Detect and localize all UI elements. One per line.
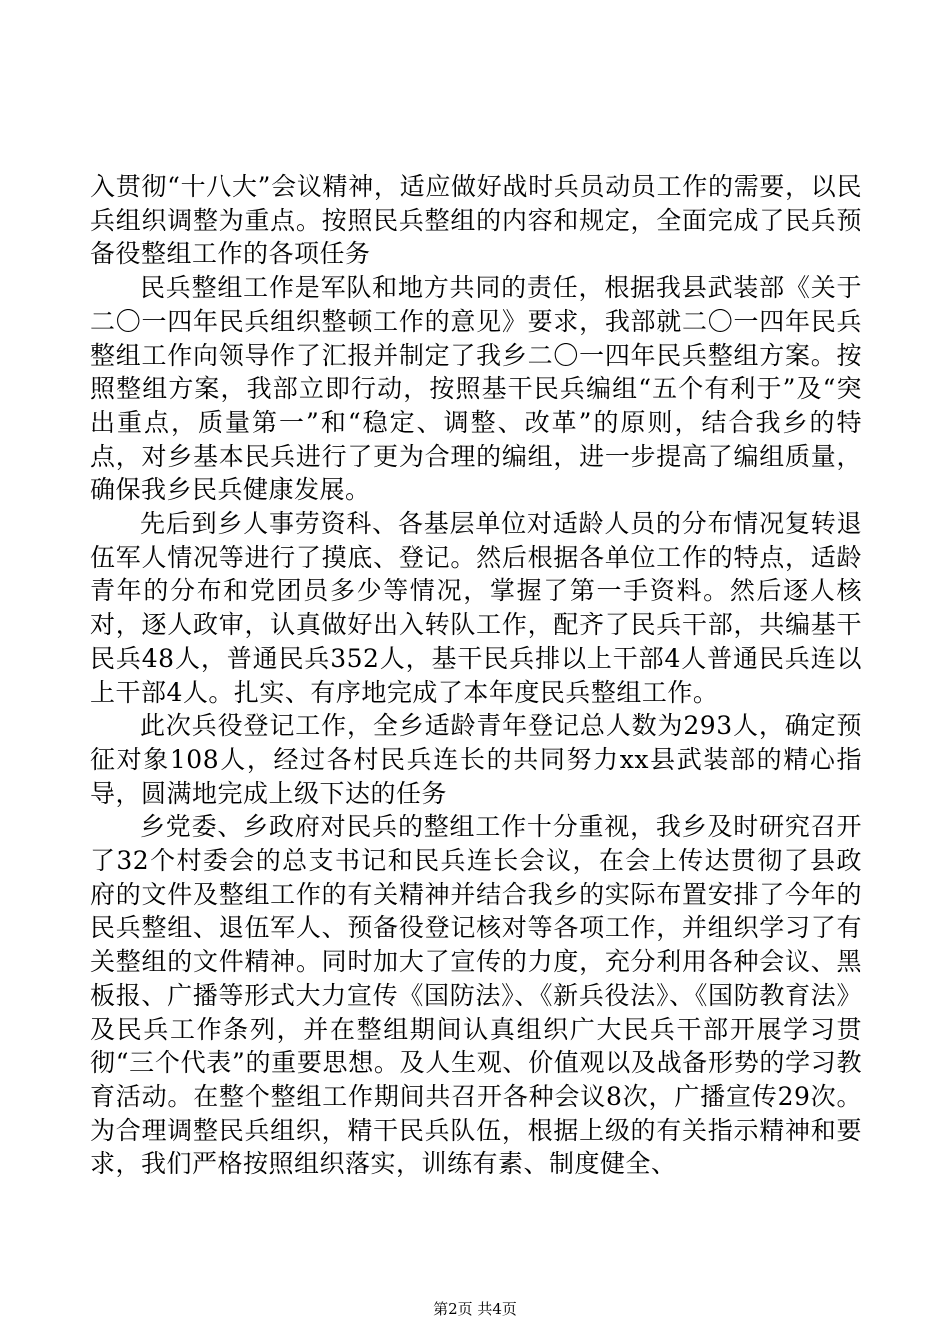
page-number-footer: 第2页 共4页 [433, 1300, 517, 1318]
paragraph-4: 此次兵役登记工作，全乡适龄青年登记总人数为293人，确定预征对象108人，经过各村民兵连长的共同努力xx县武装部的精心指导，圆满地完成上级下达的任务 [90, 711, 862, 808]
paragraph-2: 民兵整组工作是军队和地方共同的责任，根据我县武装部《关于二〇一四年民兵组织整顿工作的意见》要求，我部就二〇一四年民兵整组工作向领导作了汇报并制定了我乡二〇一四年民兵整组方案。按照整组方案，我部立即行动，按照基干民兵编组“五个有利于”及“突出重点，质量第一”和“稳定、调整、改革”的原则，结合我乡的特点，对乡基本民兵进行了更为合理的编组，进一步提高了编组质量，确保我乡民兵健康发展。 [90, 273, 862, 505]
document-body [90, 170, 862, 1181]
paragraph-5: 乡党委、乡政府对民兵的整组工作十分重视，我乡及时研究召开了32个村委会的总支书记和民兵连长会议，在会上传达贯彻了县政府的文件及整组工作的有关精神并结合我乡的实际布置安排了今年的民兵整组、退伍军人、预备役登记核对等各项工作，并组织学习了有关整组的文件精神。同时加大了宣传的力度，充分利用各种会议、黑板报、广播等形式大力宣传《国防法》、《新兵役法》、《国防教育法》及民兵工作条列，并在整组期间认真组织广大民兵干部开展学习贯彻“三个代表”的重要思想。及人生观、价值观以及战备形势的学习教育活动。在整个整组工作期间共召开各种会议8次，广播宣传29次。为合理调整民兵组织，精干民兵队伍，根据上级的有关指示精神和要求，我们严格按照组织落实，训练有素、制度健全、 [90, 812, 862, 1179]
paragraph-1: 入贯彻“十八大”会议精神，适应做好战时兵员动员工作的需要，以民兵组织调整为重点。按照民兵整组的内容和规定，全面完成了民兵预备役整组工作的各项任务 [90, 172, 862, 269]
paragraph-3: 先后到乡人事劳资科、各基层单位对适龄人员的分布情况复转退伍军人情况等进行了摸底、登记。然后根据各单位工作的特点，适龄青年的分布和党团员多少等情况，掌握了第一手资料。然后逐人核对，逐人政审，认真做好出入转队工作，配齐了民兵干部，共编基干民兵48人，普通民兵352人，基干民兵排以上干部4人普通民兵连以上干部4人。扎实、有序地完成了本年度民兵整组工作。 [90, 509, 862, 707]
